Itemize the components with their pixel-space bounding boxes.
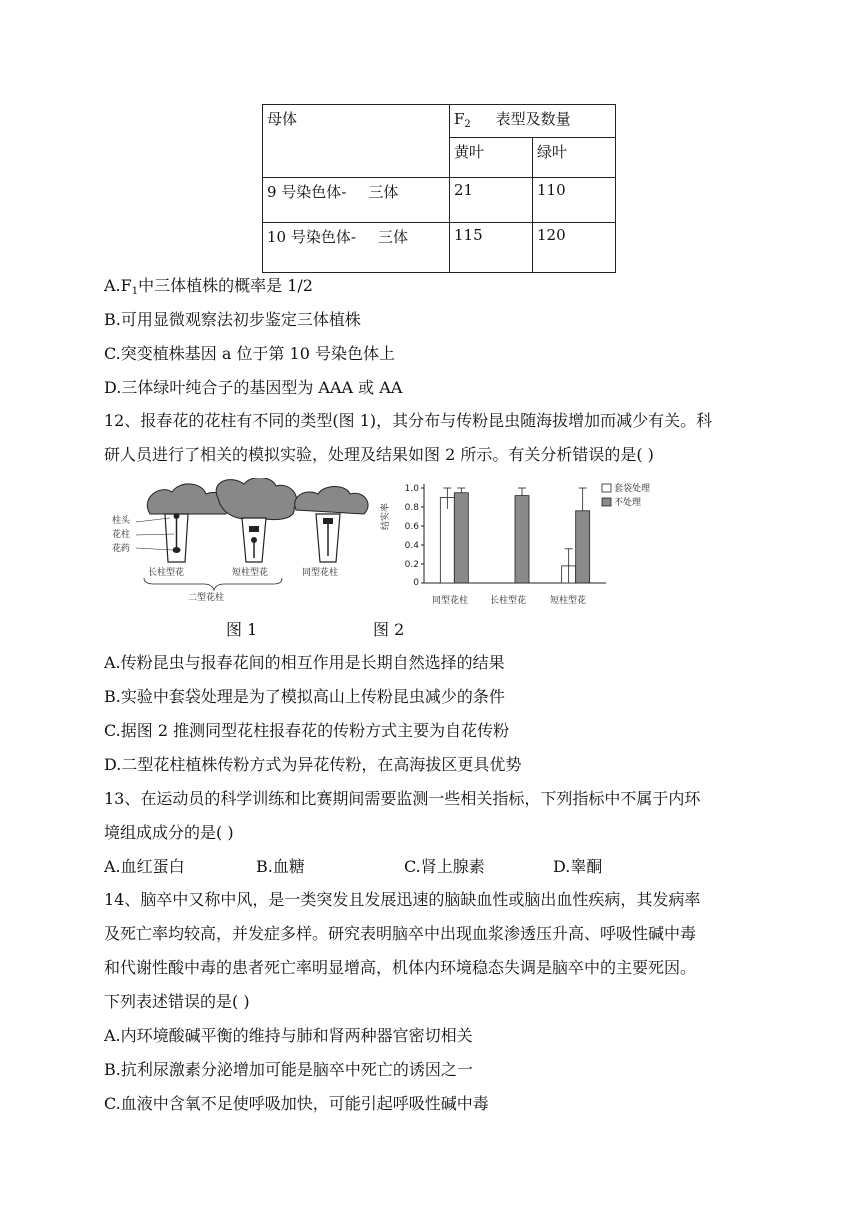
long-style-flower	[147, 484, 228, 562]
label-style: 花柱	[112, 530, 131, 540]
header-f2: $F_2$ 表型及数量	[450, 105, 616, 138]
legend-label-untreated: 不处理	[614, 498, 642, 508]
q13-option-d: D.睾酮	[553, 857, 603, 876]
tick-label: 0.2	[404, 560, 419, 570]
q14-stem-line1: 14、脑卒中又称中风，是一类突发且发展迅速的脑缺血性或脑出血性疾病，其发病率	[104, 890, 701, 909]
q13-stem-line2: 境组成成分的是( )	[104, 823, 234, 842]
tick-label: 0.6	[404, 522, 419, 532]
table-row	[263, 178, 616, 223]
q13-option-c: C.肾上腺素	[404, 857, 485, 876]
legend-swatch-untreated	[602, 498, 611, 506]
table-row	[263, 223, 616, 273]
q12-stem-line1: 12、报春花的花柱有不同的类型(图 1)，其分布与传粉昆虫随海拔增加而减少有关。科	[104, 411, 713, 430]
q14-stem-line4: 下列表述错误的是( )	[104, 992, 250, 1011]
q11-option-b: B.可用显微观察法初步鉴定三体植株	[104, 310, 361, 329]
q14-option-b: B.抗利尿激素分泌增加可能是脑卒中死亡的诱因之一	[104, 1060, 473, 1079]
category-label: 同型花柱	[432, 596, 469, 606]
homostyle-flower	[295, 487, 368, 563]
q14-stem-line2: 及死亡率均较高，并发症多样。研究表明脑卒中出现血浆渗透压升高、呼吸性碱中毒	[104, 924, 697, 943]
label-dimorphic: 二型花柱	[188, 593, 225, 603]
label-stigma: 柱头	[112, 516, 131, 526]
row-parent: 9 号染色体- 三体	[263, 178, 450, 223]
bar	[576, 511, 590, 583]
q13-stem-line1: 13、在运动员的科学训练和比赛期间需要监测一些相关指标，下列指标中不属于内环	[104, 789, 701, 808]
figure1-caption: 图 1	[226, 620, 258, 639]
label-homostyle: 同型花柱	[302, 568, 339, 578]
label-anther: 花药	[112, 544, 131, 554]
header-parent: 母体	[263, 105, 450, 178]
q13-option-b: B.血糖	[256, 857, 305, 876]
row-green: 120	[533, 223, 616, 273]
q11-option-d: D.三体绿叶纯合子的基因型为 AAA 或 AA	[104, 378, 403, 397]
q12-stem-line2: 研人员进行了相关的模拟实验，处理及结果如图 2 所示。有关分析错误的是( )	[104, 445, 654, 464]
q14-option-c: C.血液中含氧不足使呼吸加快，可能引起呼吸性碱中毒	[104, 1094, 489, 1113]
f2-table	[262, 104, 616, 273]
figure1-flowers	[110, 478, 380, 608]
q12-option-b: B.实验中套袋处理是为了模拟高山上传粉昆虫减少的条件	[104, 687, 505, 706]
q12-option-d: D.二型花柱植株传粉方式为异花传粉，在高海拔区更具优势	[104, 755, 522, 774]
legend-swatch-bagged	[602, 484, 611, 492]
q11-option-c: C.突变植株基因 a 位于第 10 号染色体上	[104, 344, 396, 363]
figure2-caption: 图 2	[373, 620, 405, 639]
row-yellow: 115	[450, 223, 533, 273]
tick-label: 0.4	[404, 541, 419, 551]
tick-label: 0	[413, 578, 419, 588]
category-label: 短柱型花	[550, 596, 587, 606]
legend-label-bagged: 套袋处理	[614, 484, 651, 494]
q12-option-a: A.传粉昆虫与报春花间的相互作用是长期自然选择的结果	[104, 653, 505, 672]
q14-option-a: A.内环境酸碱平衡的维持与肺和肾两种器官密切相关	[104, 1026, 473, 1045]
bar	[440, 498, 454, 584]
tick-label: 1.0	[404, 484, 419, 494]
col-yellow: 黄叶	[450, 138, 533, 178]
label-long-style: 长柱型花	[148, 568, 185, 578]
q11-option-a: $A.F_1$中三体植株的概率是 1/2	[104, 276, 313, 297]
label-short-style: 短柱型花	[232, 568, 269, 578]
row-green: 110	[533, 178, 616, 223]
row-yellow: 21	[450, 178, 533, 223]
category-label: 长柱型花	[490, 596, 527, 606]
short-style-flower	[216, 478, 296, 562]
q14-stem-line3: 和代谢性酸中毒的患者死亡率明显增高，机体内环境稳态失调是脑卒中的主要死因。	[104, 958, 697, 977]
chart-ylabel: 结实率	[381, 502, 391, 530]
bar	[515, 496, 529, 583]
q13-option-a: A.血红蛋白	[104, 857, 185, 876]
bar	[454, 493, 468, 583]
tick-label: 0.8	[404, 503, 419, 513]
q12-option-c: C.据图 2 推测同型花柱报春花的传粉方式主要为自花传粉	[104, 721, 510, 740]
row-parent: 10 号染色体- 三体	[263, 223, 450, 273]
col-green: 绿叶	[533, 138, 616, 178]
